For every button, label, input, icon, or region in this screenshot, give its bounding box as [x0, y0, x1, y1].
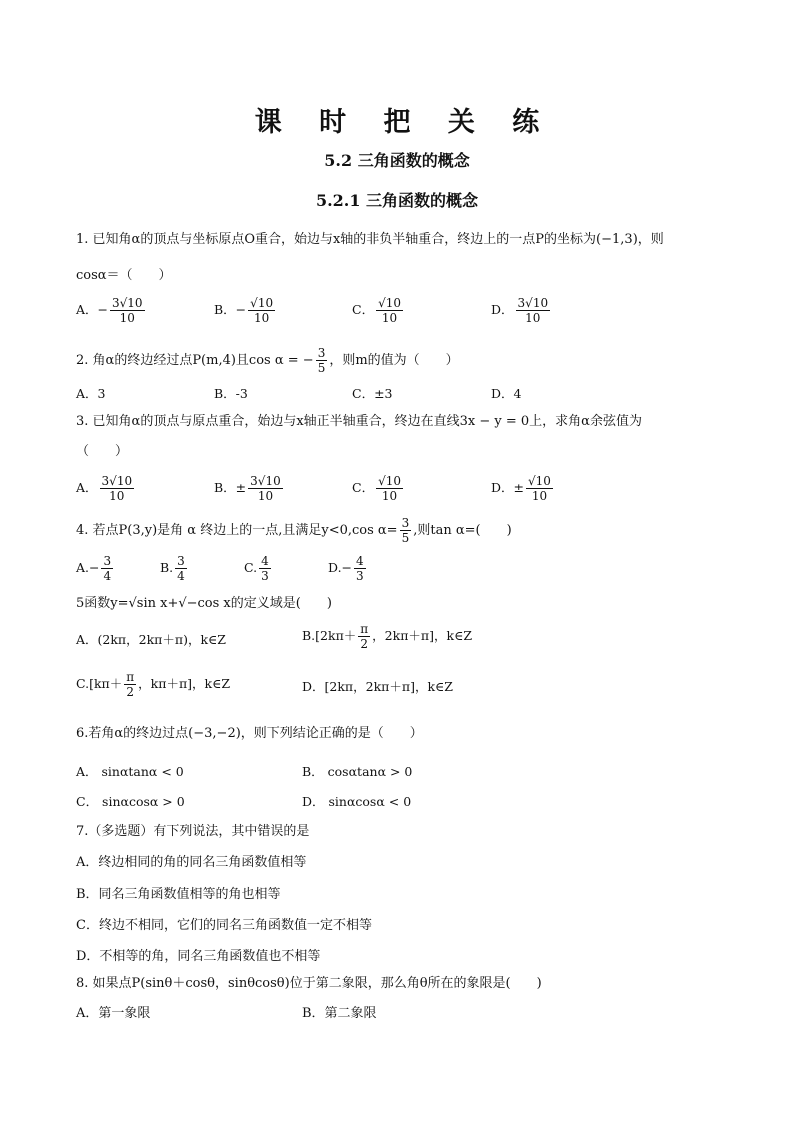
section-title: 5.2 三角函数的概念: [324, 151, 470, 170]
question-5-option-c: C.[kπ＋ $\frac{\pi}{2}$ ，kπ＋π]，k∈Z: [76, 670, 231, 699]
question-4-stem: 4. 若点P(3,y)是角 α 终边上的一点,且满足y<0,cos α= $\frac{3}{5}$ ,则tan α=( ): [76, 516, 512, 545]
question-1-option-c: C． $\frac{√10}{10}$: [352, 296, 401, 325]
question-6-option-b: B． cosαtanα > 0: [302, 764, 413, 779]
question-3-stem-cont: （ ）: [76, 444, 129, 459]
question-7-option-b: B．同名三角函数值相等的角也相等: [76, 887, 281, 902]
question-2-option-d: D．4: [491, 386, 522, 401]
question-6-stem: 6.若角α的终边过点(−3,−2)，则下列结论正确的是（ ）: [76, 726, 423, 741]
question-6-option-c: C． sinαcosα > 0: [76, 794, 185, 809]
question-3-stem: 3. 已知角α的顶点与原点重合，始边与x轴正半轴重合，终边在直线3x − y = 0上，求角α余弦值为: [76, 414, 642, 429]
question-1-option-b: B．− $\frac{√10}{10}$: [214, 296, 274, 325]
question-2-option-a: A．3: [76, 386, 106, 401]
question-1-option-a: A．− $\frac{3√10}{10}$: [76, 296, 143, 325]
question-2-option-c: C．±3: [352, 386, 393, 401]
question-3-option-c: C． $\frac{√10}{10}$: [352, 474, 401, 503]
page-title: 课 时 把 关 练: [254, 107, 554, 138]
question-1-stem-cont: cosα＝（ ）: [76, 268, 172, 283]
question-8-option-b: B．第二象限: [302, 1006, 377, 1021]
question-2-option-b: B．-3: [214, 386, 248, 401]
question-1-option-d: D． $\frac{3√10}{10}$: [491, 296, 549, 325]
question-7-option-a: A．终边相同的角的同名三角函数值相等: [76, 855, 307, 870]
question-6-option-d: D． sinαcosα < 0: [302, 794, 412, 809]
question-5-option-b: B.[2kπ＋ $\frac{\pi}{2}$ ，2kπ＋π]，k∈Z: [302, 622, 473, 651]
question-8-option-a: A．第一象限: [76, 1006, 151, 1021]
subsection-title: 5.2.1 三角函数的概念: [315, 191, 479, 210]
question-5-option-d: D．[2kπ，2kπ＋π]，k∈Z: [302, 679, 453, 694]
question-6-option-a: A． sinαtanα < 0: [76, 764, 184, 779]
question-5-stem: 5函数y=√sin x+√−cos x的定义域是( ): [76, 596, 332, 611]
question-3-option-d: D．± $\frac{√10}{10}$: [491, 474, 551, 503]
question-3-option-a: A． $\frac{3√10}{10}$: [76, 474, 133, 503]
question-7-option-d: D．不相等的角，同名三角函数值也不相等: [76, 949, 321, 964]
question-8-stem: 8. 如果点P(sinθ＋cosθ，sinθcosθ)位于第二象限，那么角θ所在的象限是( ): [76, 976, 542, 991]
question-4-option-d: D.− $\frac{4}{3}$: [328, 554, 364, 583]
question-7-stem: 7.（多选题）有下列说法，其中错误的是: [76, 824, 310, 839]
question-4-option-b: B. $\frac{3}{4}$: [160, 554, 185, 583]
question-1-stem: 1. 已知角α的顶点与坐标原点O重合，始边与x轴的非负半轴重合，终边上的一点P的坐标为(−1,3)，则: [76, 232, 664, 247]
question-2-stem: 2. 角α的终边经过点P(m,4)且cos α = − $\frac{3}{5}$ ，则m的值为（ ）: [76, 346, 459, 375]
question-4-option-c: C. $\frac{4}{3}$: [244, 554, 269, 583]
question-3-option-b: B．± $\frac{3√10}{10}$: [214, 474, 281, 503]
question-5-option-a: A．(2kπ，2kπ＋π)，k∈Z: [76, 632, 226, 647]
question-4-option-a: A.− $\frac{3}{4}$: [76, 554, 112, 583]
question-7-option-c: C．终边不相同，它们的同名三角函数值一定不相等: [76, 918, 372, 933]
